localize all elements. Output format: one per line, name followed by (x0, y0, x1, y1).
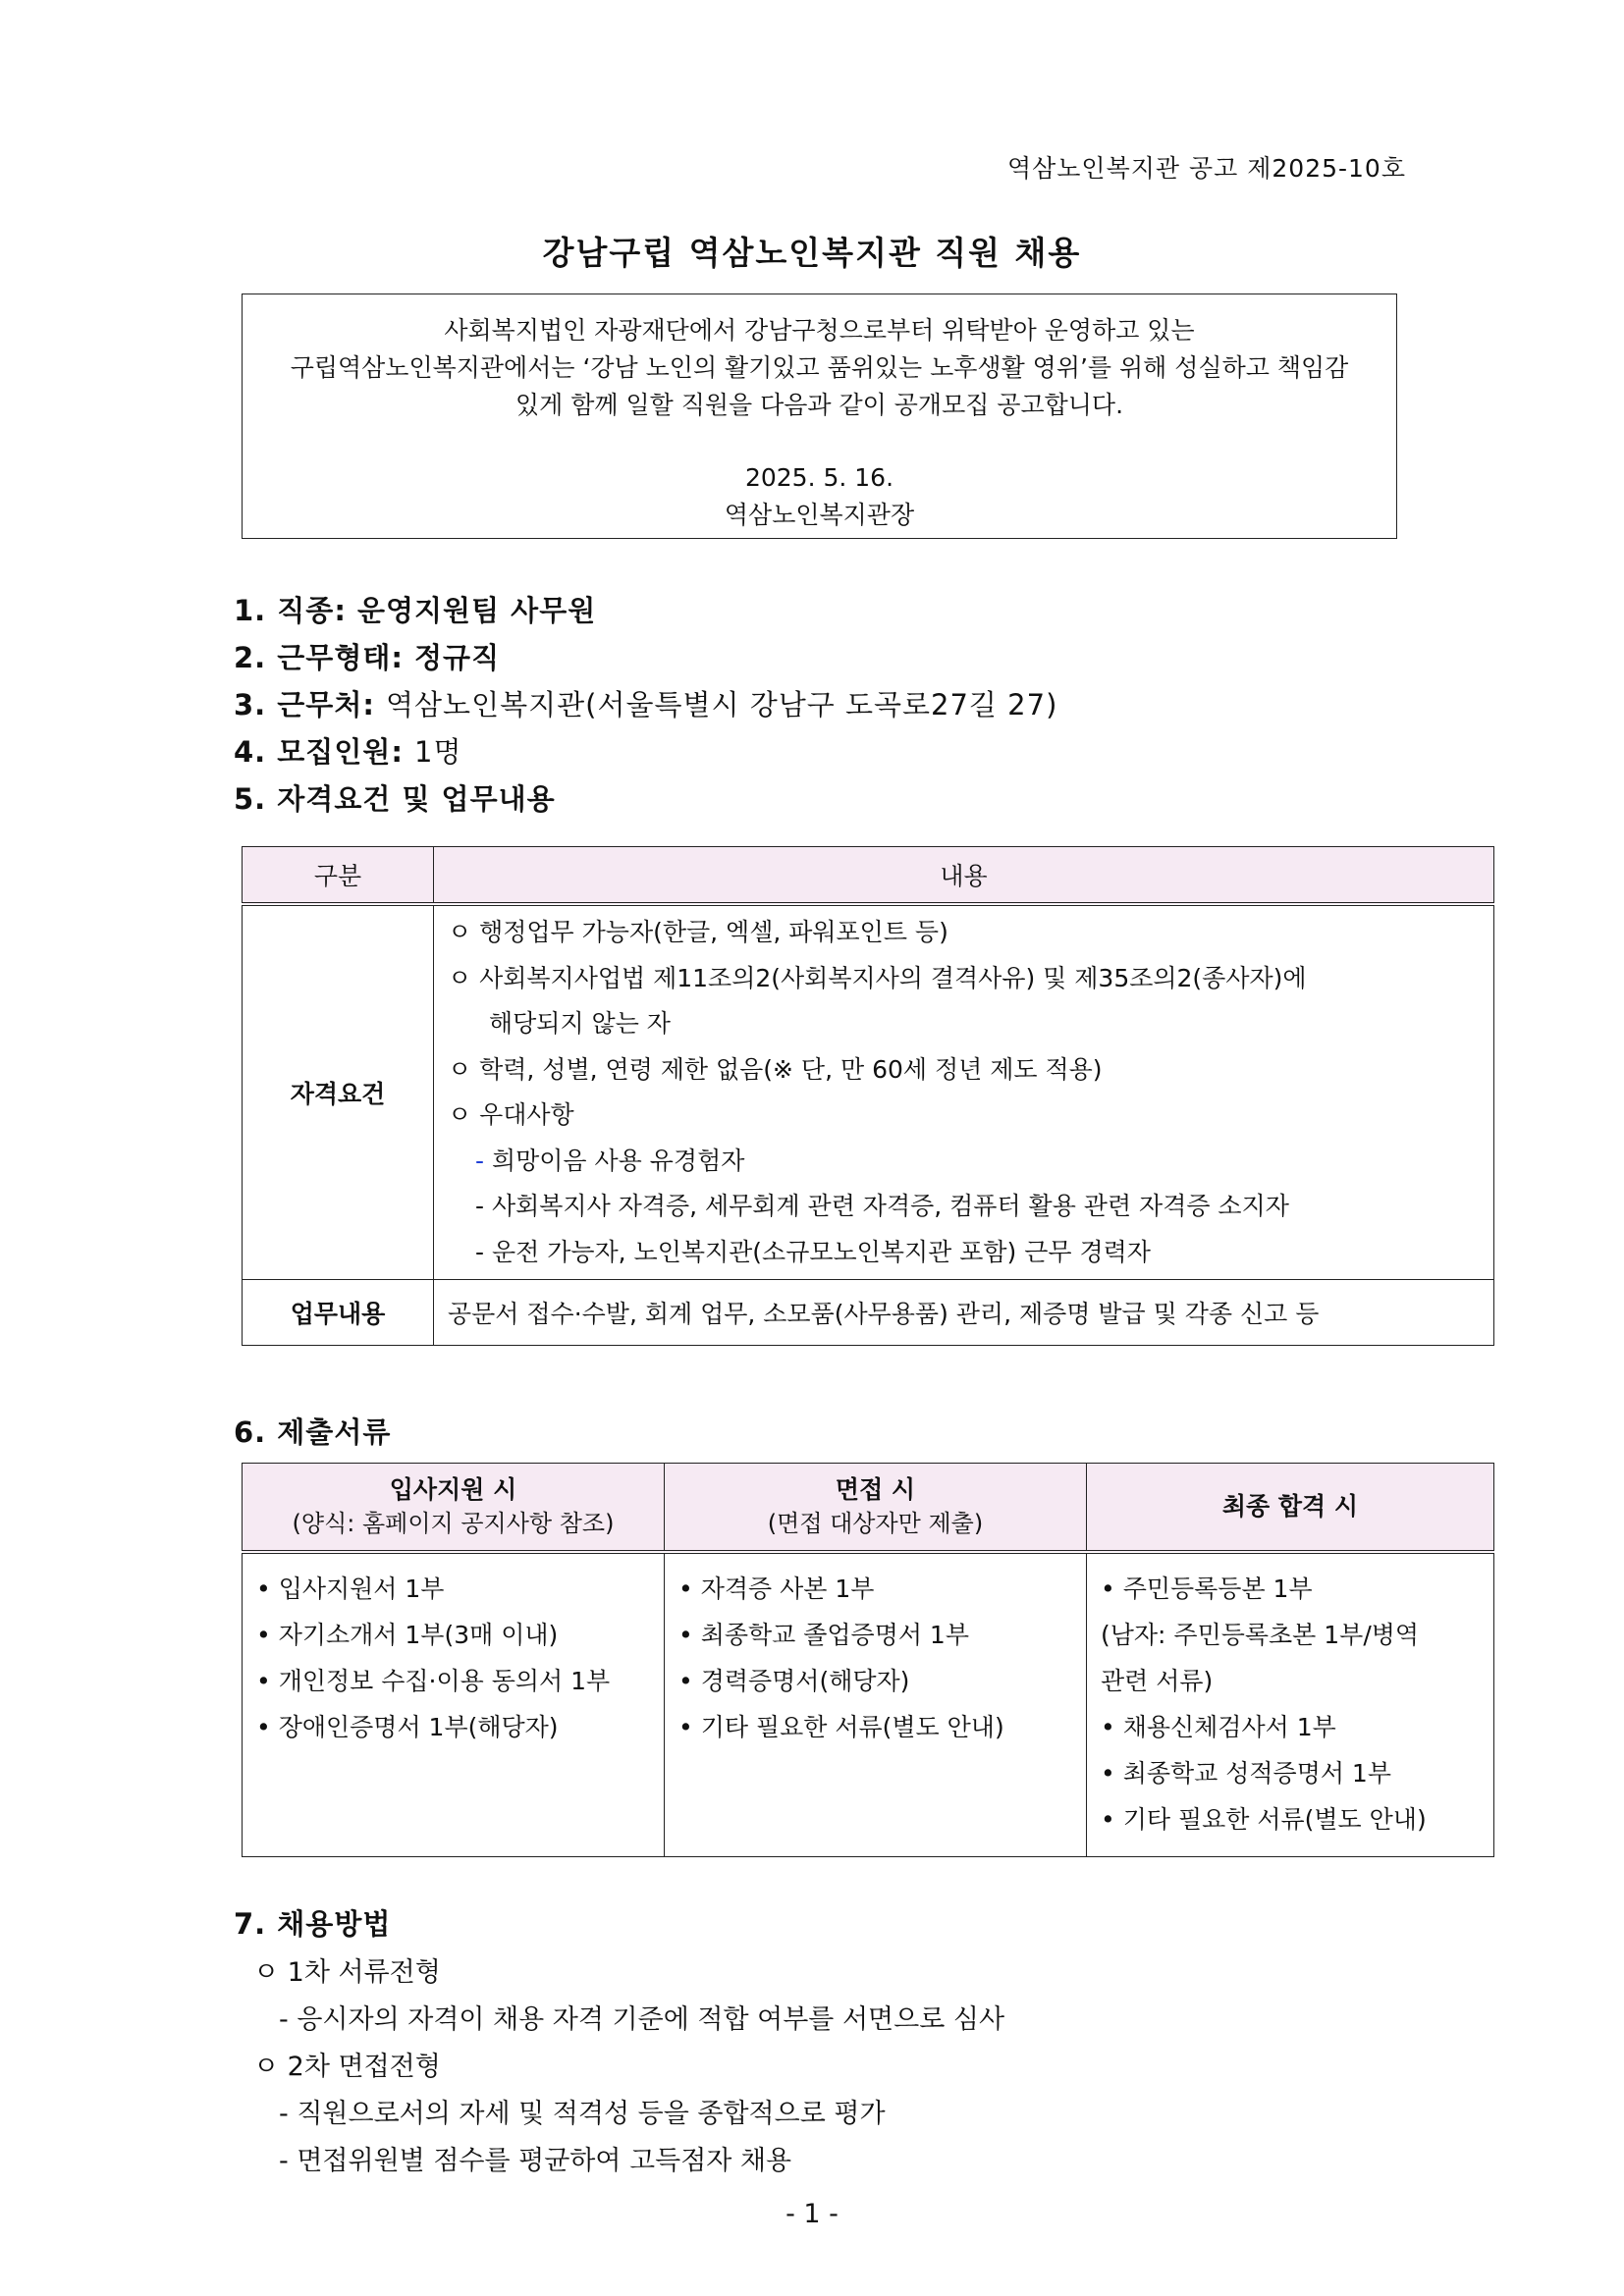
list-item: • 장애인증명서 1부(해당자) (256, 1713, 559, 1741)
duty-content: 공문서 접수·수발, 회계 업무, 소모품(사무용품) 관리, 제증명 발급 및 각종 신고 등 (434, 1280, 1494, 1346)
section-4-value: 1명 (414, 735, 462, 769)
section-2-value: 정규직 (414, 641, 501, 674)
section-5: 5. 자격요건 및 업무내용 (234, 782, 556, 816)
section-2 (234, 636, 500, 676)
list-item: • 경력증명서(해당자) (678, 1667, 910, 1695)
method-step-2-detail: - 직원으로서의 자세 및 적격성 등을 종합적으로 평가 (279, 2099, 886, 2129)
header-subtitle: (양식: 홈페이지 공지사항 참조) (292, 1510, 615, 1537)
section-3-label: 3. 근무처: (234, 688, 387, 721)
method-step-2-detail: - 면접위원별 점수를 평균하여 고득점자 채용 (279, 2146, 792, 2176)
list-item: • 기타 필요한 서류(별도 안내) (1101, 1805, 1427, 1834)
table-header-interview (665, 1464, 1087, 1553)
section-2-label: 2. 근무형태: (234, 641, 415, 674)
document-title: 강남구립 역삼노인복지관 직원 채용 (542, 234, 1082, 272)
intro-line-1: 사회복지법인 자광재단에서 강남구청으로부터 위탁받아 운영하고 있는 (444, 316, 1195, 345)
section-4 (234, 730, 462, 771)
list-item: 관련 서류) (1101, 1667, 1214, 1695)
interview-docs (665, 1552, 1087, 1857)
documents-table (242, 1463, 1494, 1857)
final-docs (1087, 1552, 1494, 1857)
list-item: ㅇ 학력, 성별, 연령 제한 없음(※ 단, 만 60세 정년 제도 적용) (448, 1054, 1103, 1084)
qualification-table (242, 846, 1494, 1346)
table-row (243, 1552, 1494, 1857)
list-item: • 기타 필요한 서류(별도 안내) (678, 1713, 1004, 1741)
row-head-duty: 업무내용 (243, 1280, 434, 1346)
table-header-content: 내용 (434, 847, 1494, 905)
list-item: • 최종학교 성적증명서 1부 (1101, 1759, 1391, 1788)
list-item: ㅇ 우대사항 (448, 1100, 574, 1129)
intro-line-3: 있게 함께 일할 직원을 다음과 같이 공개모집 공고합니다. (514, 391, 1124, 419)
method-step-1-detail: - 응시자의 자격이 채용 자격 기준에 적합 여부를 서면으로 심사 (279, 2004, 1005, 2035)
intro-box (242, 294, 1397, 539)
list-item: - 운전 가능자, 노인복지관(소규모노인복지관 포함) 근무 경력자 (475, 1237, 1151, 1266)
list-item (448, 1139, 1482, 1185)
table-header-application (243, 1464, 665, 1553)
application-docs (243, 1552, 665, 1857)
list-item: • 입사지원서 1부 (256, 1575, 445, 1603)
intro-line-2: 구립역삼노인복지관에서는 ‘강남 노인의 활기있고 품위있는 노후생활 영위’를 위해 성실하고 책임감 (290, 353, 1349, 382)
table-header-final: 최종 합격 시 (1087, 1464, 1494, 1553)
page-number: - 1 - (785, 2199, 839, 2229)
list-item: ㅇ 행정업무 가능자(한글, 엑셀, 파워포인트 등) (448, 918, 948, 946)
row-head-qualification: 자격요건 (243, 904, 434, 1280)
header-title: 입사지원 시 (389, 1475, 517, 1504)
table-header-row (243, 847, 1494, 905)
list-item: • 자기소개서 1부(3매 이내) (256, 1621, 559, 1649)
header-subtitle: (면접 대상자만 제출) (767, 1510, 984, 1537)
method-step-2: ㅇ 2차 면접전형 (253, 2052, 441, 2082)
qualification-content (434, 904, 1494, 1280)
list-item: - 사회복지사 자격증, 세무회계 관련 자격증, 컴퓨터 활용 관련 자격증 소지자 (475, 1192, 1289, 1220)
section-3 (234, 683, 1057, 723)
section-4-label: 4. 모집인원: (234, 735, 415, 769)
list-item: 해당되지 않는 자 (489, 1009, 671, 1038)
header-title: 면접 시 (835, 1475, 916, 1504)
list-item: • 자격증 사본 1부 (678, 1575, 875, 1603)
intro-signer: 역삼노인복지관장 (724, 501, 915, 529)
intro-date: 2025. 5. 16. (744, 463, 894, 492)
section-1-label: 1. 직종: (234, 594, 358, 627)
list-item: (남자: 주민등록초본 1부/병역 (1101, 1621, 1420, 1649)
list-item-text: 희망이음 사용 유경험자 (491, 1146, 745, 1175)
blue-dash: - (475, 1146, 485, 1175)
list-item: • 최종학교 졸업증명서 1부 (678, 1621, 969, 1649)
method-step-1: ㅇ 1차 서류전형 (253, 1957, 441, 1988)
notice-number: 역삼노인복지관 공고 제2025-10호 (1006, 154, 1406, 183)
list-item: • 개인정보 수집·이용 동의서 1부 (256, 1667, 611, 1695)
list-item: • 채용신체검사서 1부 (1101, 1713, 1336, 1741)
table-row (243, 1280, 1494, 1346)
section-6: 6. 제출서류 (234, 1415, 392, 1449)
section-1 (234, 589, 596, 629)
section-7: 7. 채용방법 (234, 1907, 392, 1941)
list-item: • 주민등록등본 1부 (1101, 1575, 1313, 1603)
table-row (243, 904, 1494, 1280)
table-header-category: 구분 (243, 847, 434, 905)
section-1-value: 운영지원팀 사무원 (357, 594, 597, 627)
list-item: ㅇ 사회복지사업법 제11조의2(사회복지사의 결격사유) 및 제35조의2(종사자)에 (448, 963, 1307, 992)
table-header-row (243, 1464, 1494, 1553)
section-3-value: 역삼노인복지관(서울특별시 강남구 도곡로27길 27) (386, 688, 1058, 721)
